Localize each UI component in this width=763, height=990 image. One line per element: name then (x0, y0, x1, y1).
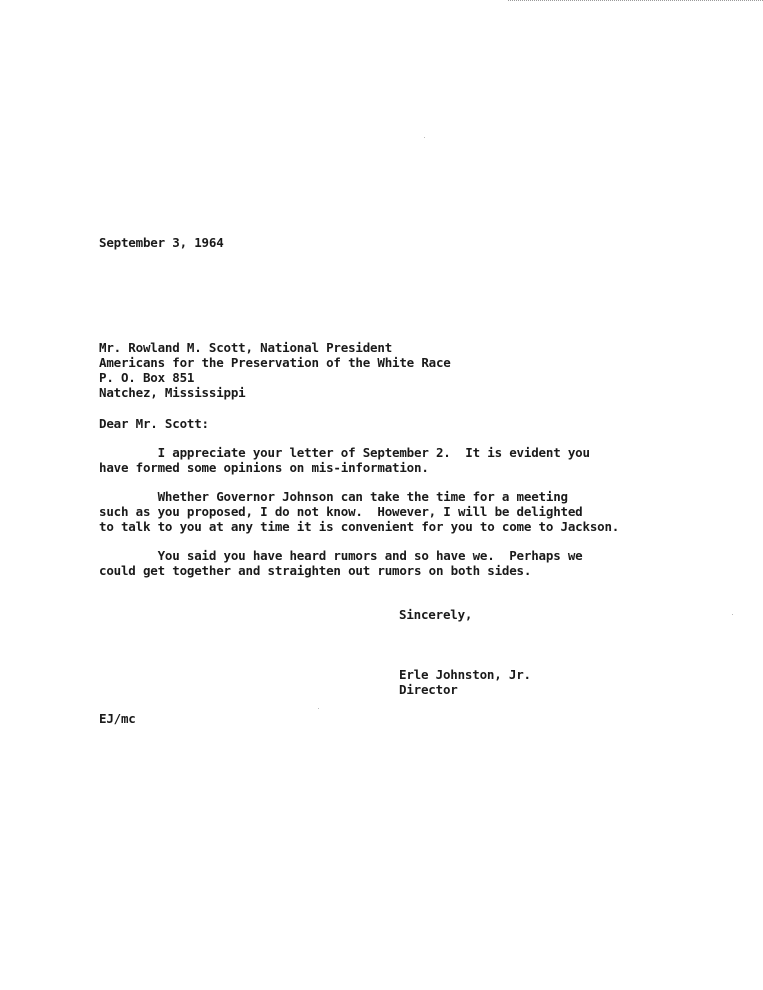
address-line: P. O. Box 851 (99, 370, 195, 385)
closing: Sincerely, (399, 607, 473, 622)
body-line: You said you have heard rumors and so have we. Perhaps we (99, 548, 583, 563)
body-line: have formed some opinions on mis-information. (99, 460, 429, 475)
paper-speck (318, 708, 319, 709)
salutation: Dear Mr. Scott: (99, 416, 209, 431)
signer-name: Erle Johnston, Jr. (399, 667, 531, 682)
reference-initials: EJ/mc (99, 711, 136, 726)
body-line: could get together and straighten out rumors on both sides. (99, 563, 532, 578)
body-line: I appreciate your letter of September 2. It is evident you (99, 445, 590, 460)
page-perforation (508, 0, 763, 3)
paper-speck (732, 614, 733, 615)
letter-date: September 3, 1964 (99, 235, 224, 250)
signer-title: Director (399, 682, 458, 697)
paper-speck (424, 137, 425, 138)
address-line: Mr. Rowland M. Scott, National President (99, 340, 393, 355)
body-line: such as you proposed, I do not know. However, I will be delighted (99, 504, 583, 519)
address-line: Americans for the Preservation of the White Race (99, 355, 451, 370)
address-line: Natchez, Mississippi (99, 385, 246, 400)
body-line: to talk to you at any time it is convenient for you to come to Jackson. (99, 519, 620, 534)
body-line: Whether Governor Johnson can take the time for a meeting (99, 489, 568, 504)
